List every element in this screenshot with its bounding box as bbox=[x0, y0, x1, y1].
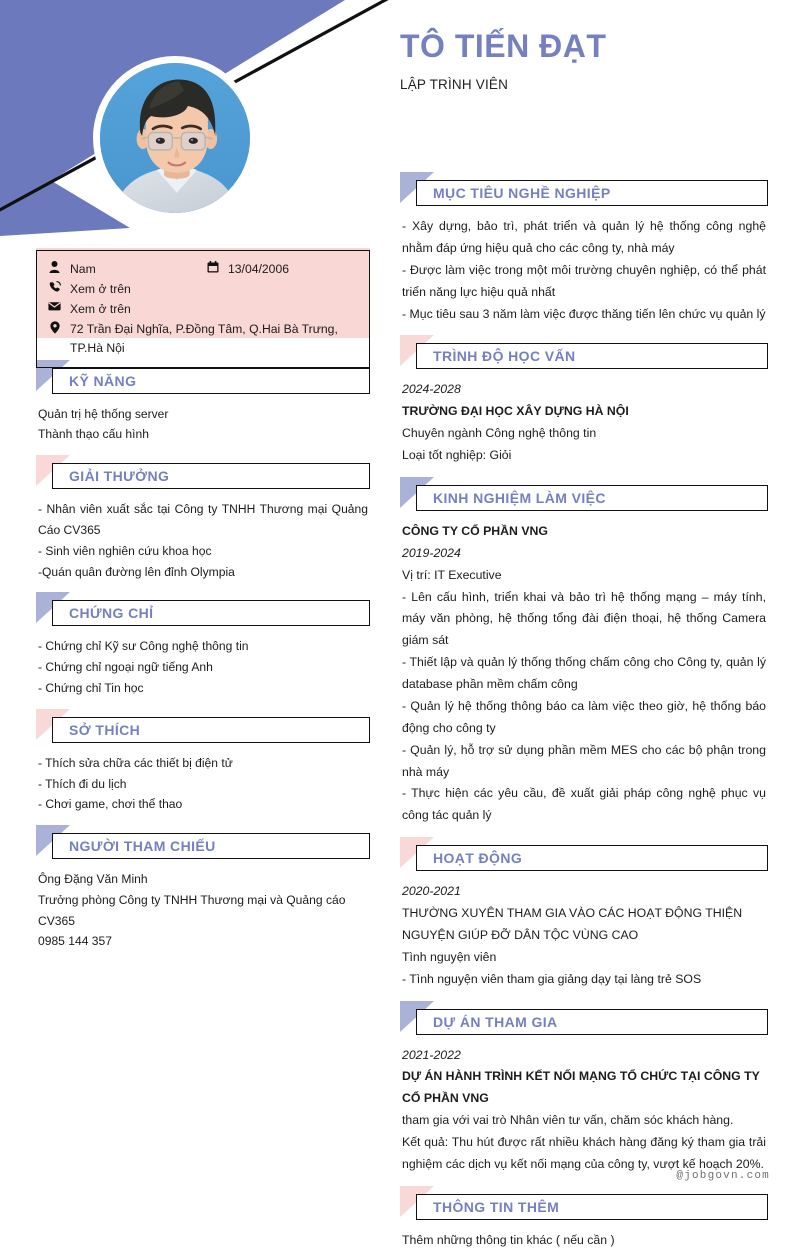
section-header-chung-chi bbox=[36, 600, 370, 626]
contact-row-phone bbox=[47, 280, 359, 299]
section-line: Chuyên ngành Công nghệ thông tin bbox=[402, 426, 597, 441]
section-header-du-an-tham-gia bbox=[400, 1009, 768, 1035]
contact-address bbox=[47, 320, 359, 358]
section-line: - Thiết lập và quản lý thống thống chấm công cho Công ty, quản lý database phần mềm chấm công bbox=[402, 655, 766, 691]
section-line: - Xây dựng, bảo trì, phát triển và quản lý hệ thống công nghệ nhằm đáp ứng hiệu quả cho các công ty, nhà máy bbox=[402, 219, 766, 255]
section-du-an-tham-gia bbox=[400, 1009, 768, 1176]
section-line: 2021-2022 bbox=[402, 1047, 461, 1062]
section-title-box-trinh-do-hoc-van bbox=[416, 343, 768, 369]
section-body-kinh-nghiem-lam-viec bbox=[400, 521, 768, 827]
section-title: CHỨNG CHỈ bbox=[69, 605, 154, 622]
section-line: - Sinh viên nghiên cứu khoa học bbox=[38, 543, 212, 558]
calendar-icon bbox=[205, 260, 220, 273]
section-title: GIẢI THƯỞNG bbox=[69, 468, 170, 485]
section-title-box-kinh-nghiem-lam-viec bbox=[416, 485, 768, 511]
section-header-so-thich bbox=[36, 717, 370, 743]
contact-gender-value: Nam bbox=[70, 262, 96, 276]
section-thong-tin-them bbox=[400, 1194, 768, 1252]
job-role: LẬP TRÌNH VIÊN bbox=[400, 76, 509, 92]
section-line: - Thích sửa chữa các thiết bị điện tử bbox=[38, 755, 233, 770]
section-body-trinh-do-hoc-van bbox=[400, 379, 768, 467]
section-line: - Thực hiện các yêu cầu, đề xuất giải pháp công nghệ phục vụ công tác quản lý bbox=[402, 786, 766, 823]
section-trinh-do-hoc-van bbox=[400, 343, 768, 467]
section-title-box-giai-thuong bbox=[52, 463, 370, 489]
section-body-ky-nang bbox=[36, 404, 370, 446]
section-hoat-dong bbox=[400, 845, 768, 990]
watermark: @jobgovn.com bbox=[676, 1170, 770, 1182]
section-body-muc-tieu-nghe-nghiep bbox=[400, 216, 768, 325]
section-title: HOẠT ĐỘNG bbox=[433, 850, 523, 867]
section-title-box-nguoi-tham-chieu bbox=[52, 833, 370, 859]
section-body-chung-chi bbox=[36, 636, 370, 698]
contact-row-address bbox=[47, 320, 359, 358]
section-header-hoat-dong bbox=[400, 845, 768, 871]
section-title: THÔNG TIN THÊM bbox=[433, 1198, 560, 1215]
section-line: TRƯỜNG ĐẠI HỌC XÂY DỰNG HÀ NỘI bbox=[402, 404, 629, 419]
envelope-icon bbox=[47, 300, 62, 311]
section-line: Quản trị hệ thống server bbox=[38, 406, 169, 421]
section-line: - Quản lý, hỗ trợ sử dụng phần mềm MES cho các bộ phận trong nhà máy bbox=[402, 742, 766, 779]
section-line: Kết quả: Thu hút được rất nhiều khách hàng đăng ký tham gia trải nghiệm các dịch vụ kết nối mạng của công ty, vượt kế hoạch 20%. bbox=[402, 1135, 766, 1171]
section-title: KỸ NĂNG bbox=[69, 372, 137, 389]
section-muc-tieu-nghe-nghiep bbox=[400, 180, 768, 325]
name-block bbox=[400, 28, 792, 92]
section-title-box-du-an-tham-gia bbox=[416, 1009, 768, 1035]
section-line: 2024-2028 bbox=[402, 382, 461, 397]
section-line: - Lên cấu hình, triển khai và bảo trì hệ thống mạng – máy tính, máy văn phòng, hệ thống tổng đài điện thoại, hệ thống Camera giám sát bbox=[402, 589, 766, 648]
section-line: - Nhân viên xuất sắc tại Công ty TNHH Thương mại Quảng Cáo CV365 bbox=[38, 502, 368, 537]
contact-phone bbox=[47, 280, 131, 299]
section-header-giai-thuong bbox=[36, 463, 370, 489]
contact-row-gender-dob bbox=[47, 260, 359, 279]
section-ky-nang bbox=[36, 368, 370, 446]
section-line: 2019-2024 bbox=[402, 545, 461, 560]
section-header-nguoi-tham-chieu bbox=[36, 833, 370, 859]
section-line: CÔNG TY CỔ PHẦN VNG bbox=[402, 523, 548, 538]
section-header-trinh-do-hoc-van bbox=[400, 343, 768, 369]
avatar-photo bbox=[100, 63, 250, 213]
section-title: SỞ THÍCH bbox=[69, 721, 141, 738]
left-column bbox=[36, 250, 370, 952]
section-line: Thành thạo cấu hình bbox=[38, 427, 149, 442]
section-line: THƯỜNG XUYÊN THAM GIA VÀO CÁC HOẠT ĐỘNG THIỆN NGUYỆN GIÚP ĐỠ DÂN TỘC VÙNG CAO bbox=[402, 906, 743, 942]
section-header-muc-tieu-nghe-nghiep bbox=[400, 180, 768, 206]
section-line: Tình nguyện viên bbox=[402, 949, 497, 964]
contact-row-email bbox=[47, 300, 359, 319]
section-line: - Chứng chỉ Kỹ sư Công nghệ thông tin bbox=[38, 639, 249, 654]
section-title-box-hoat-dong bbox=[416, 845, 768, 871]
section-line: DỰ ÁN HÀNH TRÌNH KẾT NỐI MẠNG TỔ CHỨC TẠI CÔNG TY CỔ PHẦN VNG bbox=[402, 1069, 760, 1106]
section-kinh-nghiem-lam-viec bbox=[400, 485, 768, 827]
section-line: - Chơi game, chơi thể thao bbox=[38, 797, 183, 812]
section-nguoi-tham-chieu bbox=[36, 833, 370, 952]
location-pin-icon bbox=[47, 320, 62, 334]
section-line: 2020-2021 bbox=[402, 884, 461, 899]
section-chung-chi bbox=[36, 600, 370, 698]
section-title-box-ky-nang bbox=[52, 368, 370, 394]
section-line: - Quản lý hệ thống thông báo ca làm việc theo giờ, hệ thống báo động cho công ty bbox=[402, 698, 766, 735]
contact-dob-value: 13/04/2006 bbox=[228, 262, 289, 276]
section-line: Trưởng phòng Công ty TNHH Thương mại và Quảng cáo CV365 bbox=[38, 892, 346, 928]
page-title: TÔ TIẾN ĐẠT bbox=[400, 28, 607, 64]
section-title: MỤC TIÊU NGHỀ NGHIỆP bbox=[433, 185, 611, 201]
contact-address-value: 72 Trần Đại Nghĩa, P.Đồng Tâm, Q.Hai Bà Trưng, TP.Hà Nội bbox=[70, 321, 338, 355]
section-body-giai-thuong bbox=[36, 499, 370, 582]
section-title-box-so-thich bbox=[52, 717, 370, 743]
section-body-nguoi-tham-chieu bbox=[36, 869, 370, 952]
section-giai-thuong bbox=[36, 463, 370, 582]
avatar bbox=[93, 56, 257, 220]
section-line: Ông Đặng Văn Minh bbox=[38, 872, 148, 887]
section-line: Vị trí: IT Executive bbox=[402, 567, 502, 582]
section-title: NGƯỜI THAM CHIẾU bbox=[69, 838, 216, 855]
section-title: TRÌNH ĐỘ HỌC VẤN bbox=[433, 348, 576, 365]
section-line: - Chứng chỉ Tin học bbox=[38, 680, 144, 695]
phone-icon bbox=[47, 280, 62, 293]
section-so-thich bbox=[36, 717, 370, 815]
contact-email bbox=[47, 300, 131, 319]
section-line: 0985 144 357 bbox=[38, 934, 112, 949]
section-line: - Thích đi du lịch bbox=[38, 776, 127, 791]
section-body-thong-tin-them bbox=[400, 1230, 768, 1252]
section-line: - Chứng chỉ ngoại ngữ tiếng Anh bbox=[38, 660, 213, 675]
section-title-box-muc-tieu-nghe-nghiep bbox=[416, 180, 768, 206]
section-line: Thêm những thông tin khác ( nếu cần ) bbox=[402, 1232, 615, 1247]
person-icon bbox=[47, 260, 62, 273]
section-title-box-chung-chi bbox=[52, 600, 370, 626]
section-title: DỰ ÁN THAM GIA bbox=[433, 1013, 558, 1030]
section-header-ky-nang bbox=[36, 368, 370, 394]
section-line: - Được làm việc trong một môi trường chuyên nghiệp, có thể phát triển năng lực hiệu quả nhất bbox=[402, 262, 766, 299]
section-body-so-thich bbox=[36, 753, 370, 815]
section-header-kinh-nghiem-lam-viec bbox=[400, 485, 768, 511]
contact-box bbox=[36, 250, 370, 368]
section-line: - Mục tiêu sau 3 năm làm việc được thăng tiến lên chức vụ quản lý bbox=[402, 306, 766, 321]
contact-dob bbox=[205, 260, 289, 279]
section-body-hoat-dong bbox=[400, 881, 768, 990]
section-line: Loại tốt nghiệp: Giỏi bbox=[402, 448, 512, 462]
contact-email-value: Xem ở trên bbox=[70, 301, 131, 316]
section-line: tham gia với vai trò Nhân viên tư vấn, chăm sóc khách hàng. bbox=[402, 1113, 734, 1128]
section-line: - Tình nguyện viên tham gia giảng dạy tại làng trẻ SOS bbox=[402, 971, 702, 986]
section-line: -Quán quân đường lên đỉnh Olympia bbox=[38, 564, 235, 579]
section-title: KINH NGHIỆM LÀM VIỆC bbox=[433, 489, 606, 506]
contact-gender bbox=[47, 260, 205, 279]
section-body-du-an-tham-gia bbox=[400, 1045, 768, 1176]
contact-phone-value: Xem ở trên bbox=[70, 281, 131, 296]
right-column bbox=[400, 180, 768, 1252]
